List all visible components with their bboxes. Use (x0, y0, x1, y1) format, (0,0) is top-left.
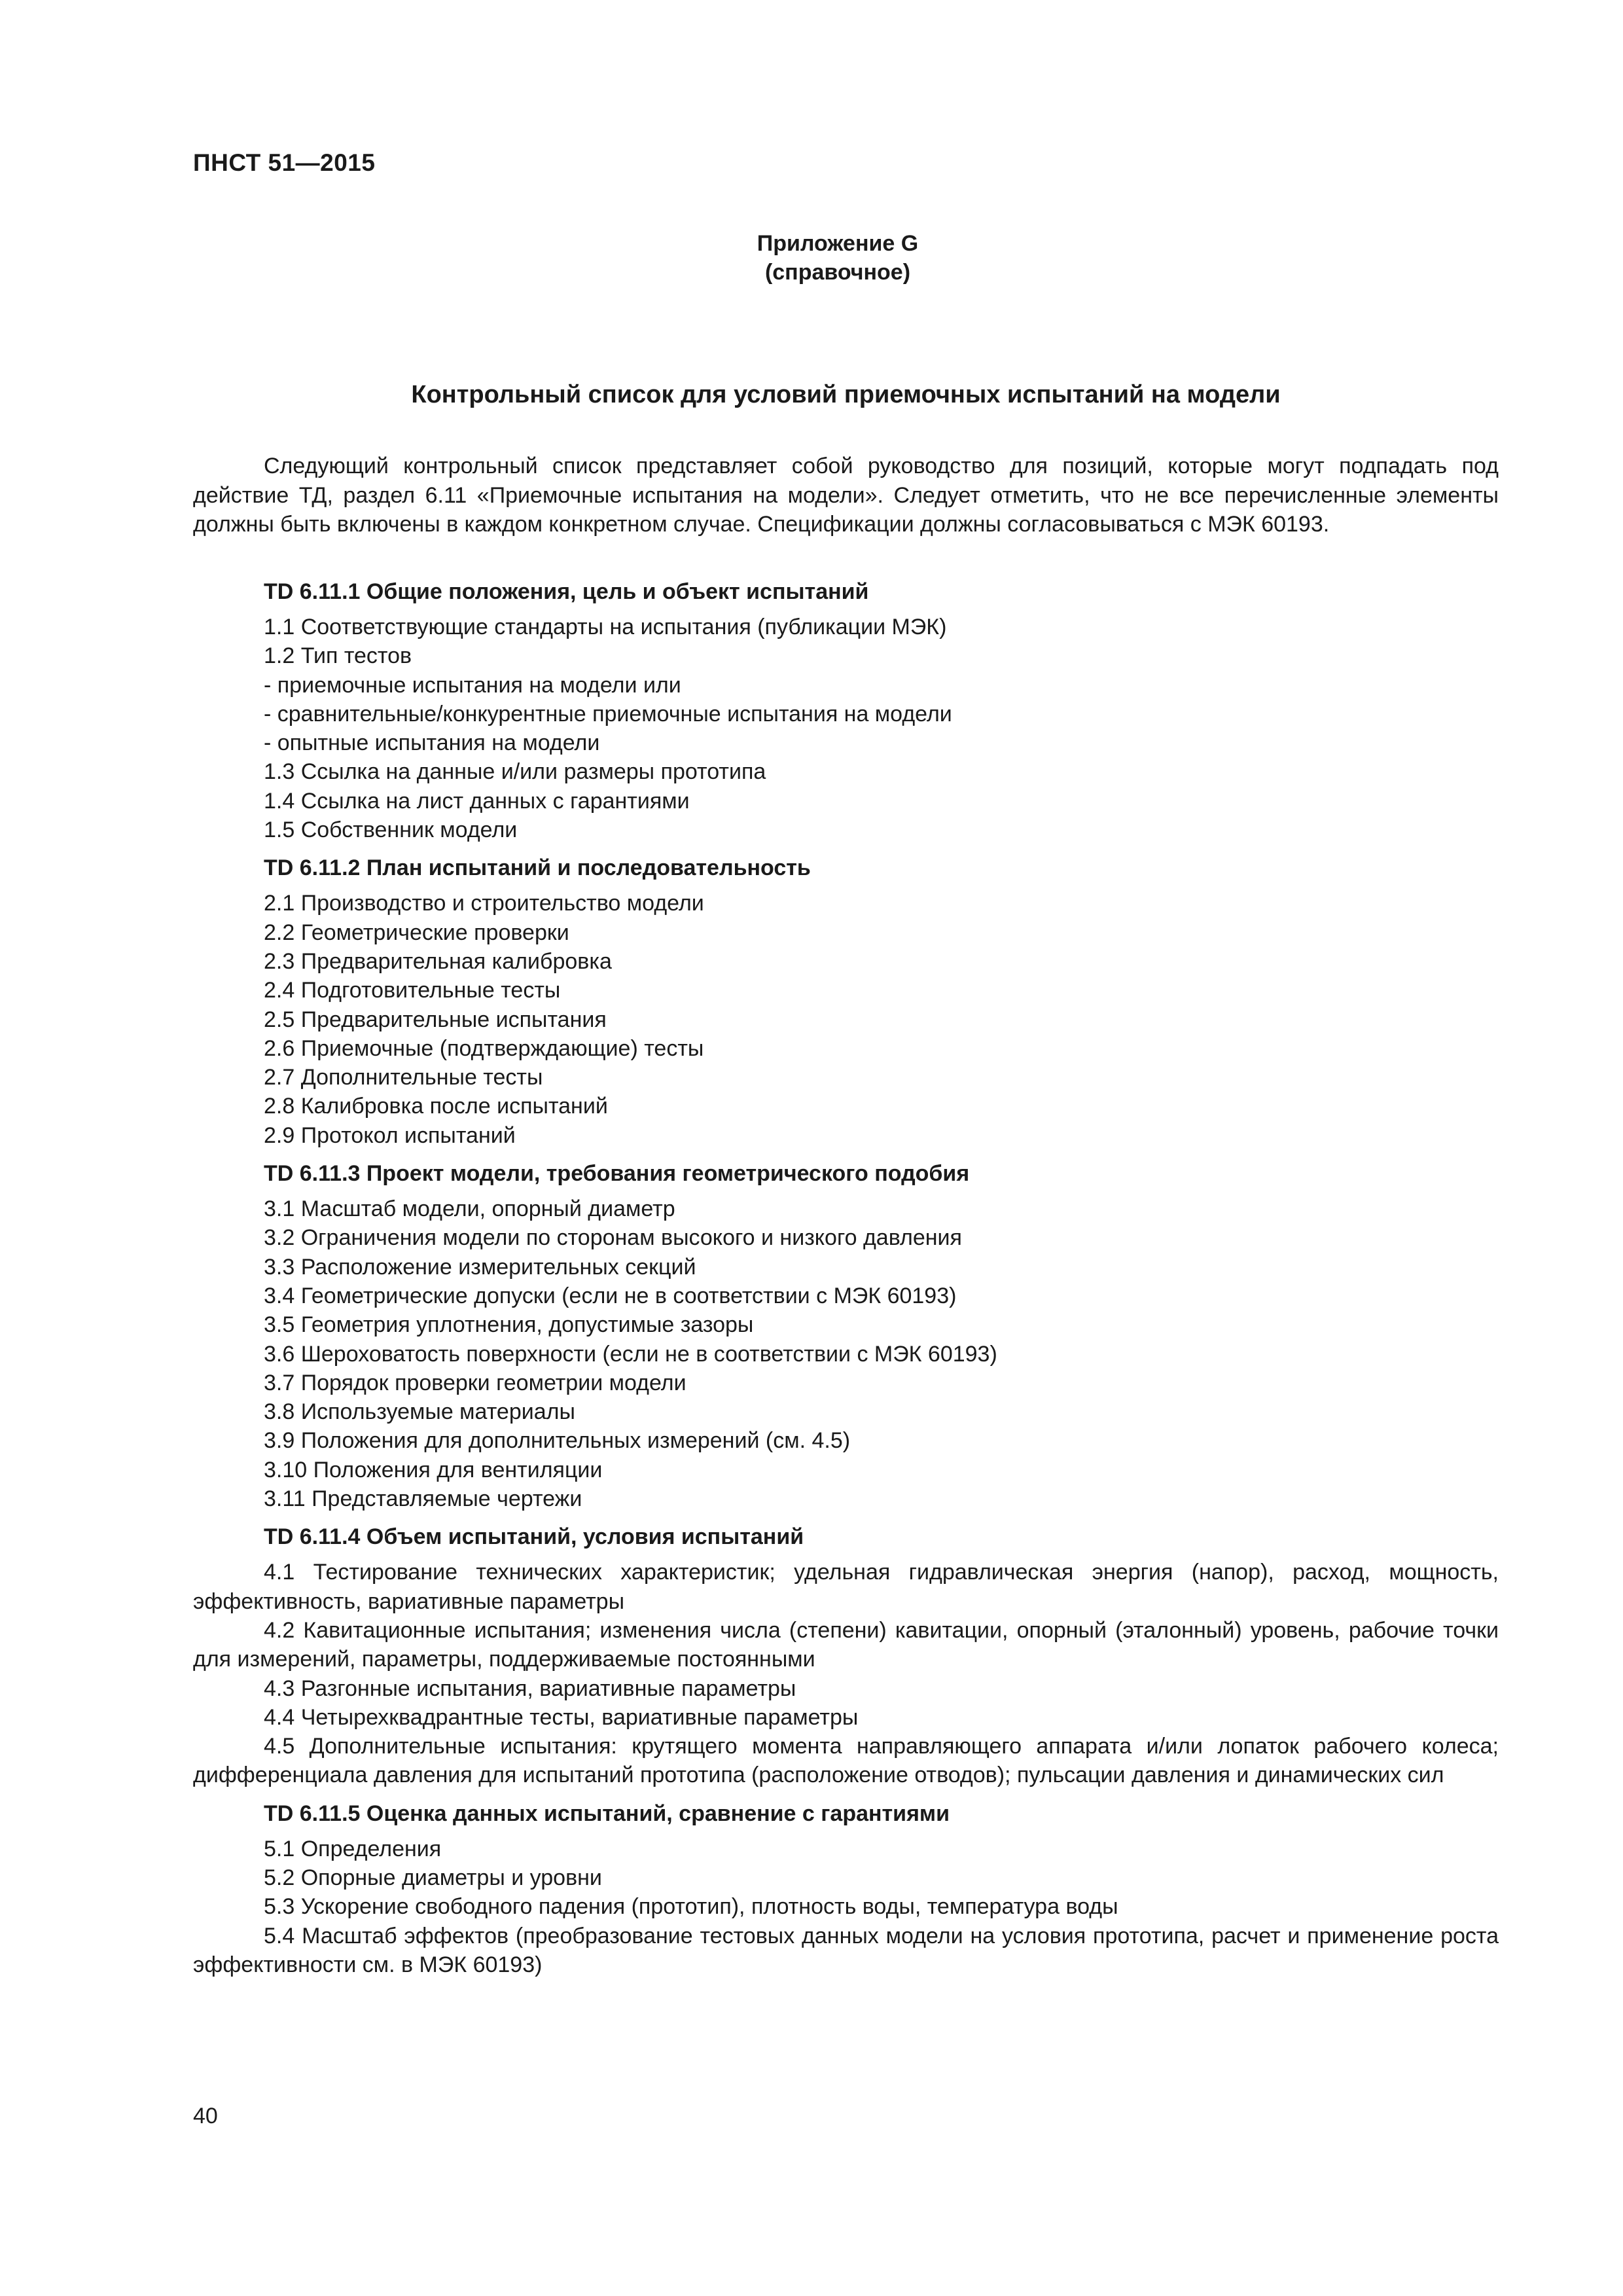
list-item: 3.1 Масштаб модели, опорный диаметр (264, 1196, 675, 1222)
list-paragraph: 4.5 Дополнительные испытания: крутящего момента направляющего аппарата и/или лопаток рабочего колеса; дифференциала давления для испытаний прототипа (расположение отводов); пульсации давления и динамических сил (193, 1734, 1499, 1788)
list-item: - сравнительные/конкурентные приемочные испытания на модели (264, 701, 952, 726)
list-item: 2.7 Дополнительные тесты (264, 1065, 543, 1090)
section-td-6-11-5 (193, 1799, 1499, 1979)
section-heading: TD 6.11.3 Проект модели, требования геометрического подобия (264, 1161, 970, 1187)
list-item: 3.5 Геометрия уплотнения, допустимые зазоры (264, 1312, 754, 1338)
section-td-6-11-2 (193, 853, 1499, 1150)
list-item: 3.10 Положения для вентиляции (264, 1457, 603, 1482)
list-item: 2.8 Калибровка после испытаний (264, 1094, 608, 1119)
list-item: 2.4 Подготовительные тесты (264, 978, 561, 1003)
list-item: 3.3 Расположение измерительных секций (264, 1254, 696, 1280)
list-paragraph: 4.3 Разгонные испытания, вариативные параметры (264, 1676, 796, 1701)
list-item: 3.6 Шероховатость поверхности (если не в соответствии с МЭК 60193) (264, 1341, 997, 1367)
section-td-6-11-3 (193, 1159, 1499, 1513)
list-item: - опытные испытания на модели (264, 730, 600, 756)
intro-paragraph: Следующий контрольный список представляет собой руководство для позиций, которые могут подпадать под действие ТД, раздел 6.11 «Приемочные испытания на модели». Следует отметить, что не все перечисленные элементы должны быть включены в каждом конкретном случае. Спецификации должны согласовываться с МЭК 60193. (193, 454, 1499, 537)
section-heading: TD 6.11.4 Объем испытаний, условия испытаний (264, 1524, 804, 1550)
section-heading: TD 6.11.2 План испытаний и последовательность (264, 855, 811, 881)
main-title: Контрольный список для условий приемочных испытаний на модели (411, 381, 1281, 408)
list-paragraph: 5.3 Ускорение свободного падения (прототип), плотность воды, температура воды (264, 1894, 1118, 1920)
list-item: 3.9 Положения для дополнительных измерений (см. 4.5) (264, 1428, 851, 1454)
list-item: 2.2 Геометрические проверки (264, 920, 569, 945)
list-item: 2.5 Предварительные испытания (264, 1007, 607, 1032)
list-item: 2.1 Производство и строительство модели (264, 891, 704, 916)
document-code: ПНСТ 51—2015 (193, 149, 376, 176)
list-paragraph: 5.4 Масштаб эффектов (преобразование тестовых данных модели на условия прототипа, расчет и применение роста эффективности см. в МЭК 60193) (193, 1923, 1499, 1977)
list-item: 1.2 Тип тестов (264, 643, 412, 669)
list-item: 3.2 Ограничения модели по сторонам высокого и низкого давления (264, 1225, 962, 1251)
list-item: 1.1 Соответствующие стандарты на испытания (публикации МЭК) (264, 615, 947, 639)
list-paragraph: 4.2 Кавитационные испытания; изменения числа (степени) кавитации, опорный (эталонный) уровень, рабочие точки для измерений, параметры, поддерживаемые постоянными (193, 1617, 1499, 1672)
list-item: 3.7 Порядок проверки геометрии модели (264, 1370, 687, 1395)
section-heading: TD 6.11.5 Оценка данных испытаний, сравнение с гарантиями (264, 1801, 950, 1826)
section-td-6-11-1 (193, 577, 1499, 844)
list-item: 3.11 Представляемые чертежи (264, 1486, 582, 1512)
appendix-title: Приложение G (757, 231, 919, 256)
list-paragraph: 4.1 Тестирование технических характеристик; удельная гидравлическая энергия (напор), расход, мощность, эффективность, вариативные параметры (193, 1560, 1499, 1614)
list-item: 3.8 Используемые материалы (264, 1399, 575, 1425)
list-paragraph: 4.4 Четырехквадрантные тесты, вариативные параметры (264, 1704, 859, 1730)
checklist (193, 577, 1499, 1988)
list-item: 3.4 Геометрические допуски (если не в соответствии с МЭК 60193) (264, 1283, 957, 1308)
list-item: 1.4 Ссылка на лист данных с гарантиями (264, 788, 690, 814)
list-item: 1.5 Собственник модели (264, 817, 518, 843)
list-paragraph: 5.1 Определения (264, 1836, 442, 1861)
section-td-6-11-4 (193, 1522, 1499, 1789)
list-paragraph: 5.2 Опорные диаметры и уровни (264, 1865, 602, 1890)
list-item: 2.6 Приемочные (подтверждающие) тесты (264, 1035, 704, 1061)
list-item: 2.9 Протокол испытаний (264, 1122, 516, 1148)
appendix-subtitle: (справочное) (764, 260, 911, 285)
list-item: 2.3 Предварительная калибровка (264, 948, 612, 974)
page-number: 40 (193, 2104, 218, 2128)
list-item: - приемочные испытания на модели или (264, 672, 681, 698)
list-item: 1.3 Ссылка на данные и/или размеры прототипа (264, 759, 766, 785)
section-heading: TD 6.11.1 Общие положения, цель и объект испытаний (264, 579, 869, 604)
